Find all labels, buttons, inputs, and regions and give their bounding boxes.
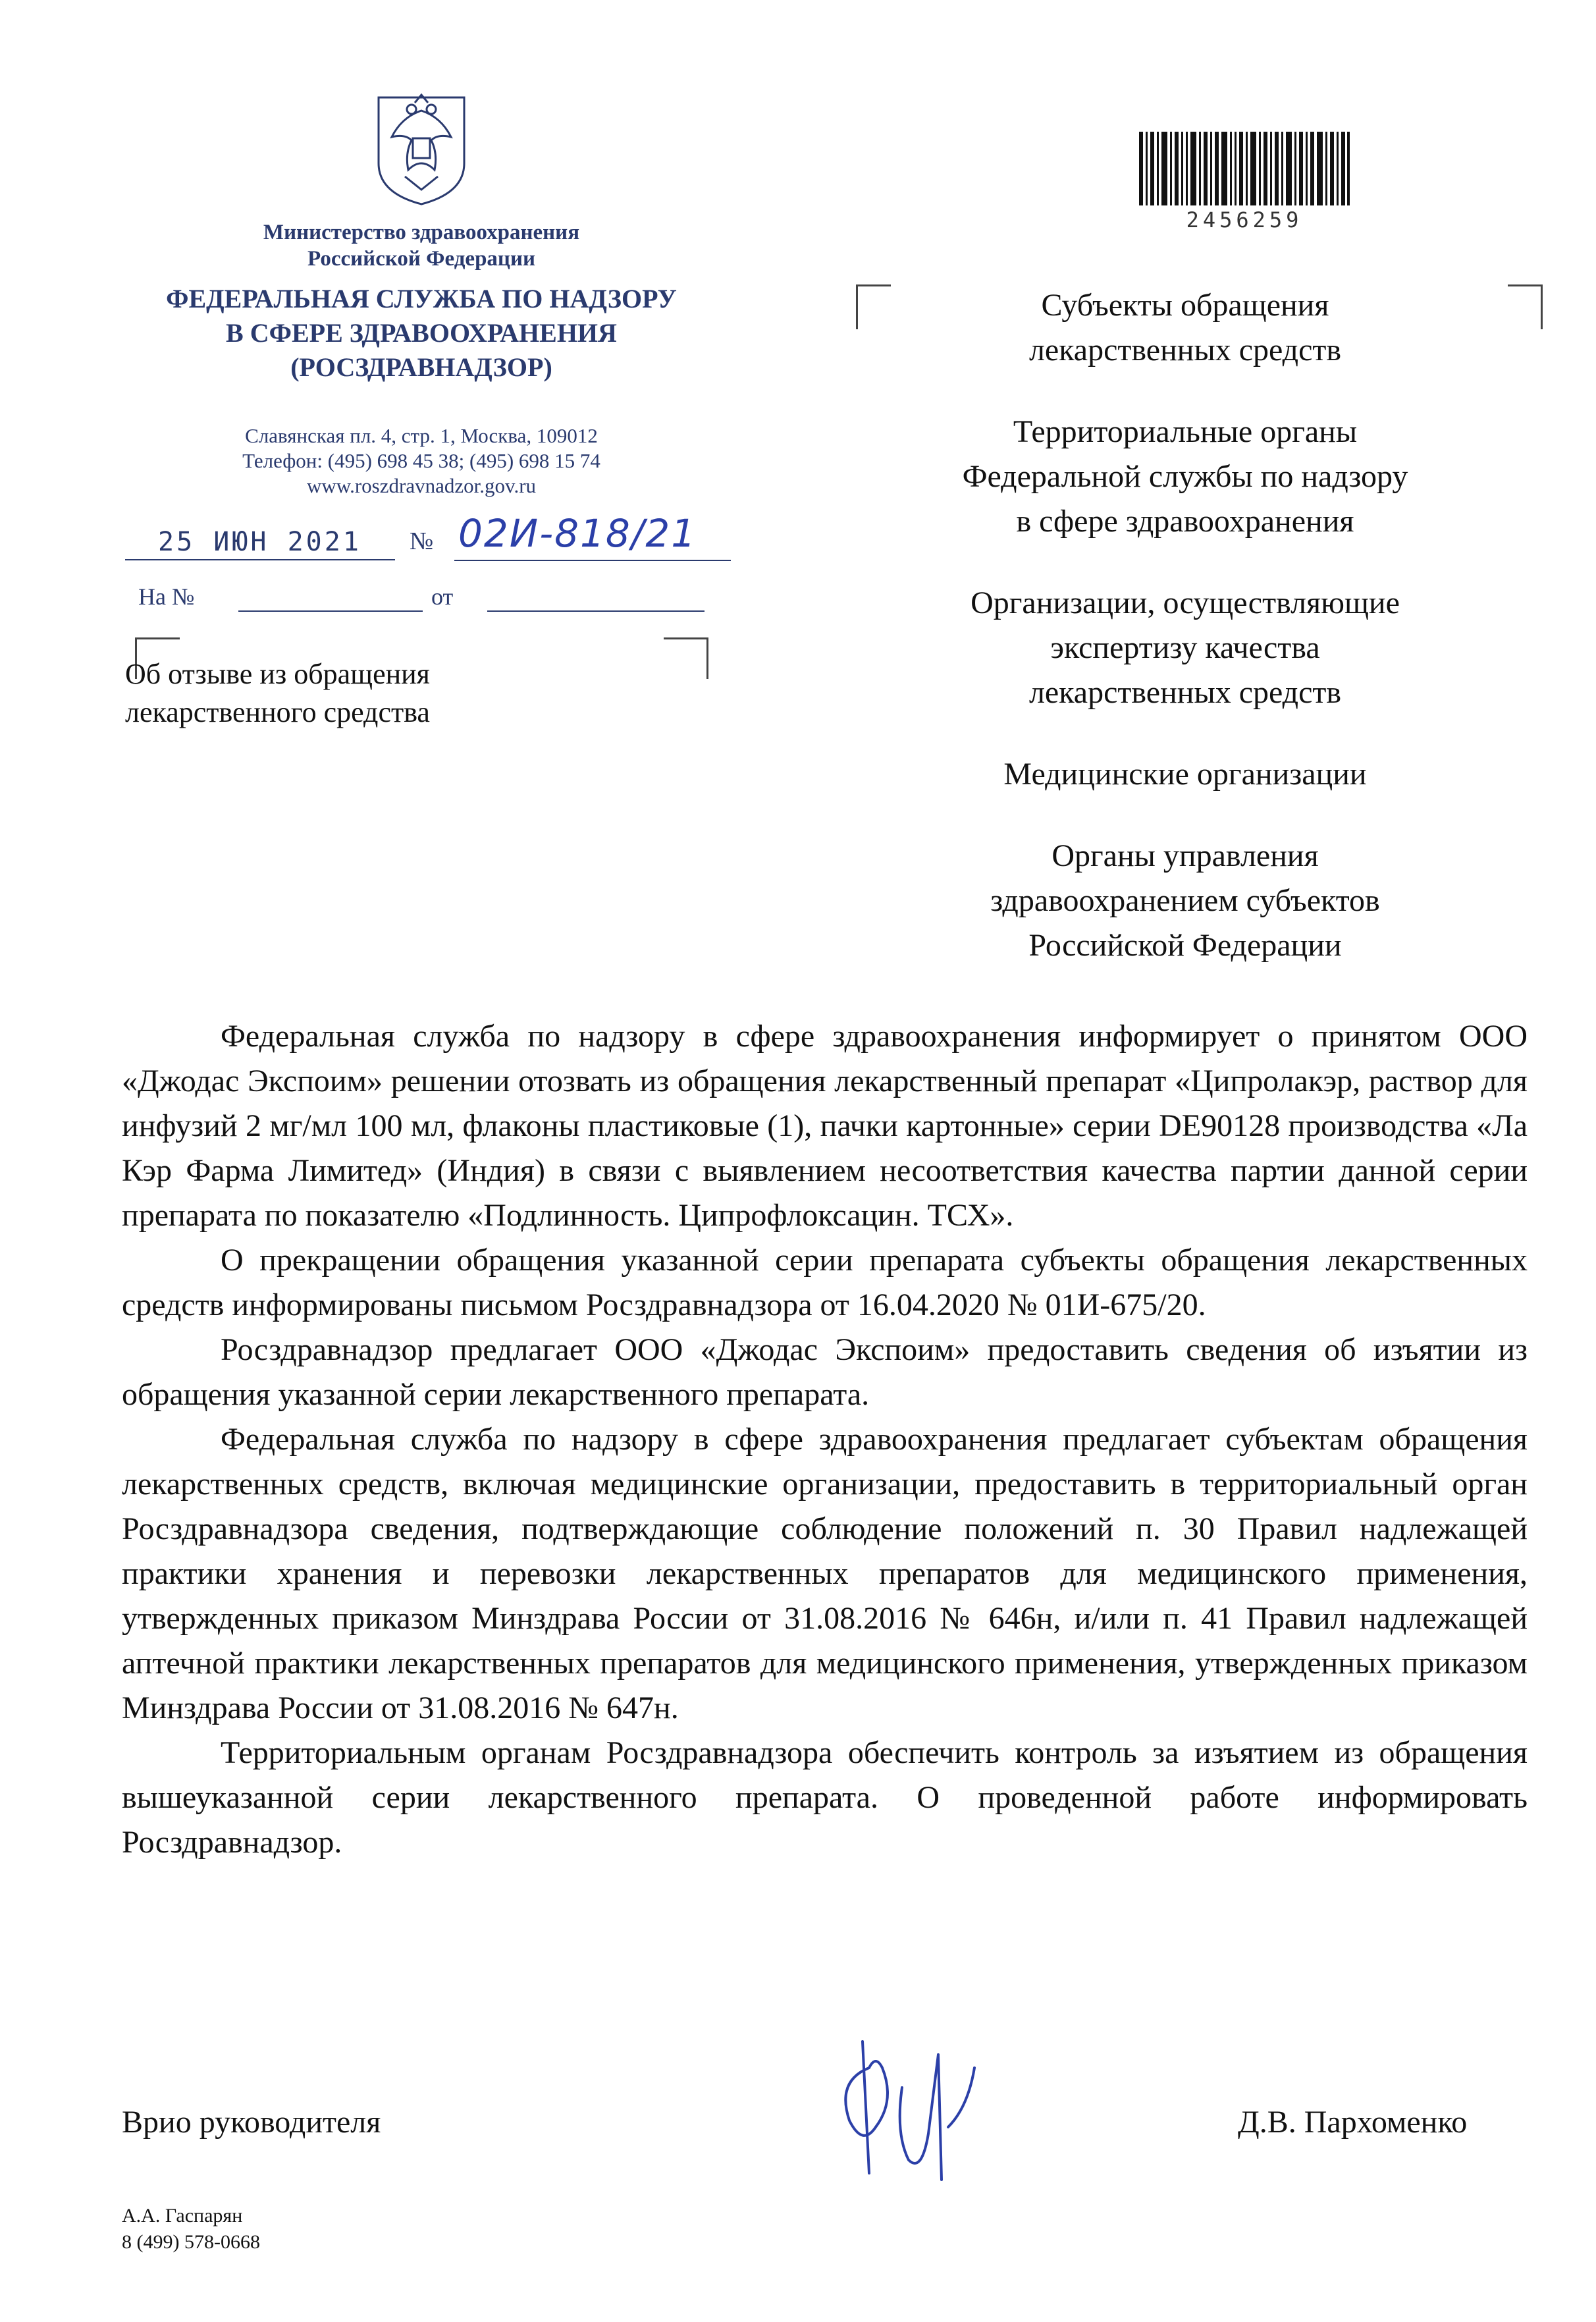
recipient-line: Федеральной службы по надзору xyxy=(962,459,1408,494)
recipient-line: Субъекты обращения xyxy=(1041,288,1329,323)
recipient-line: Территориальные органы xyxy=(1013,414,1358,449)
executor-phone: 8 (499) 578-0668 xyxy=(122,2231,260,2253)
recipients-corner-right xyxy=(1508,284,1543,329)
signatory-name: Д.В. Пархоменко xyxy=(1238,2105,1468,2140)
recipient-line: Российской Федерации xyxy=(1028,928,1342,963)
ministry-name xyxy=(132,219,711,272)
recipient xyxy=(876,752,1495,797)
recipient-line: Медицинские организации xyxy=(1003,757,1367,792)
barcode xyxy=(1139,132,1350,205)
letter-body xyxy=(122,1014,1528,1865)
recipient-line: здравоохранением субъектов xyxy=(990,883,1380,918)
date-stamp: 25 ИЮН 2021 xyxy=(125,524,395,560)
reply-label: На № xyxy=(138,583,195,610)
recipient xyxy=(876,581,1495,715)
service-name xyxy=(105,282,737,385)
recipient xyxy=(876,834,1495,968)
paragraph: Территориальным органам Росздравнадзора обеспечить контроль за изъятием из обращения вышеуказанной серии лекарственного препарата. О проведенной работе информировать Росздравнадзор. xyxy=(122,1735,1528,1860)
ministry-line-2: Российской Федерации xyxy=(307,247,535,271)
paragraph: Федеральная служба по надзору в сфере здравоохранения предлагает субъектам обращения лекарственных средств, включая медицинские организации, предоставить в территориальный орган Росздравнадзора сведения, подтверждающие соблюдение положений п. 30 Правил надлежащей практики хранения и перевозки лекарственных препаратов для медицинского применения, утвержденных приказом Минздрава России от 31.08.2016 № 646н, и/или п. 41 Правил надлежащей аптечной практики лекарственных препаратов для медицинского применения, утвержденных приказом Минздрава России от 31.08.2016 № 647н. xyxy=(122,1422,1528,1725)
executor-name: А.А. Гаспарян xyxy=(122,2205,243,2227)
reply-number-line xyxy=(238,610,423,612)
recipient-line: экспертизу качества xyxy=(1050,630,1320,665)
from-label: от xyxy=(431,583,454,610)
subject-line-1: Об отзыве из обращения xyxy=(125,658,430,690)
signatory-title: Врио руководителя xyxy=(122,2105,381,2140)
reply-date-line xyxy=(487,610,705,612)
handwritten-signature xyxy=(823,2028,1021,2193)
number-label: № xyxy=(410,527,434,555)
website: www.roszdravnadzor.gov.ru xyxy=(306,474,537,497)
service-line-3: (РОСЗДРАВНАДЗОР) xyxy=(290,352,552,382)
recipients xyxy=(876,283,1495,1005)
paragraph: Росздравнадзор предлагает ООО «Джодас Экспоим» предоставить сведения об изъятии из обращения указанной серии лекарственного препарата. xyxy=(122,1332,1528,1412)
recipient-line: Органы управления xyxy=(1051,838,1319,873)
ministry-line-1: Министерство здравоохранения xyxy=(263,221,580,244)
recipient-line: лекарственных средств xyxy=(1028,675,1342,710)
subject-corner-right xyxy=(664,637,708,679)
address: Славянская пл. 4, стр. 1, Москва, 109012 xyxy=(245,424,598,447)
phone: Телефон: (495) 698 45 38; (495) 698 15 74 xyxy=(242,449,600,472)
recipient-line: в сфере здравоохранения xyxy=(1016,504,1354,539)
subject-line-2: лекарственного средства xyxy=(125,696,430,728)
outgoing-number xyxy=(454,507,731,561)
contact-block xyxy=(132,423,711,499)
reply-reference xyxy=(138,583,705,616)
recipient xyxy=(876,283,1495,373)
recipient xyxy=(876,410,1495,544)
barcode-number: 2456259 xyxy=(1186,207,1303,232)
service-line-2: В СФЕРЕ ЗДРАВООХРАНЕНИЯ xyxy=(226,318,617,348)
service-line-1: ФЕДЕРАЛЬНАЯ СЛУЖБА ПО НАДЗОРУ xyxy=(166,284,677,313)
coat-of-arms-icon xyxy=(365,84,477,206)
executor xyxy=(122,2203,260,2255)
recipient-line: лекарственных средств xyxy=(1028,333,1342,367)
paragraph: О прекращении обращения указанной серии препарата субъекты обращения лекарственных средств информированы письмом Росздравнадзора от 16.04.2020 № 01И-675/20. xyxy=(122,1243,1528,1322)
paragraph: Федеральная служба по надзору в сфере здравоохранения информирует о принятом ООО «Джодас Экспоим» решении отозвать из обращения лекарственный препарат «Ципролакэр, раствор для инфузий 2 мг/мл 100 мл, флаконы пластиковые (1), пачки картонные» серии DE90128 производства «Ла Кэр Фарма Лимитед» (Индия) в связи с выявлением несоответствия качества партии данной серии препарата по показателю «Подлинность. Ципрофлоксацин. ТСХ». xyxy=(122,1019,1528,1233)
subject xyxy=(125,655,520,732)
recipient-line: Организации, осуществляющие xyxy=(971,585,1400,620)
outgoing-number-value: 02И-818/21 xyxy=(458,511,697,556)
